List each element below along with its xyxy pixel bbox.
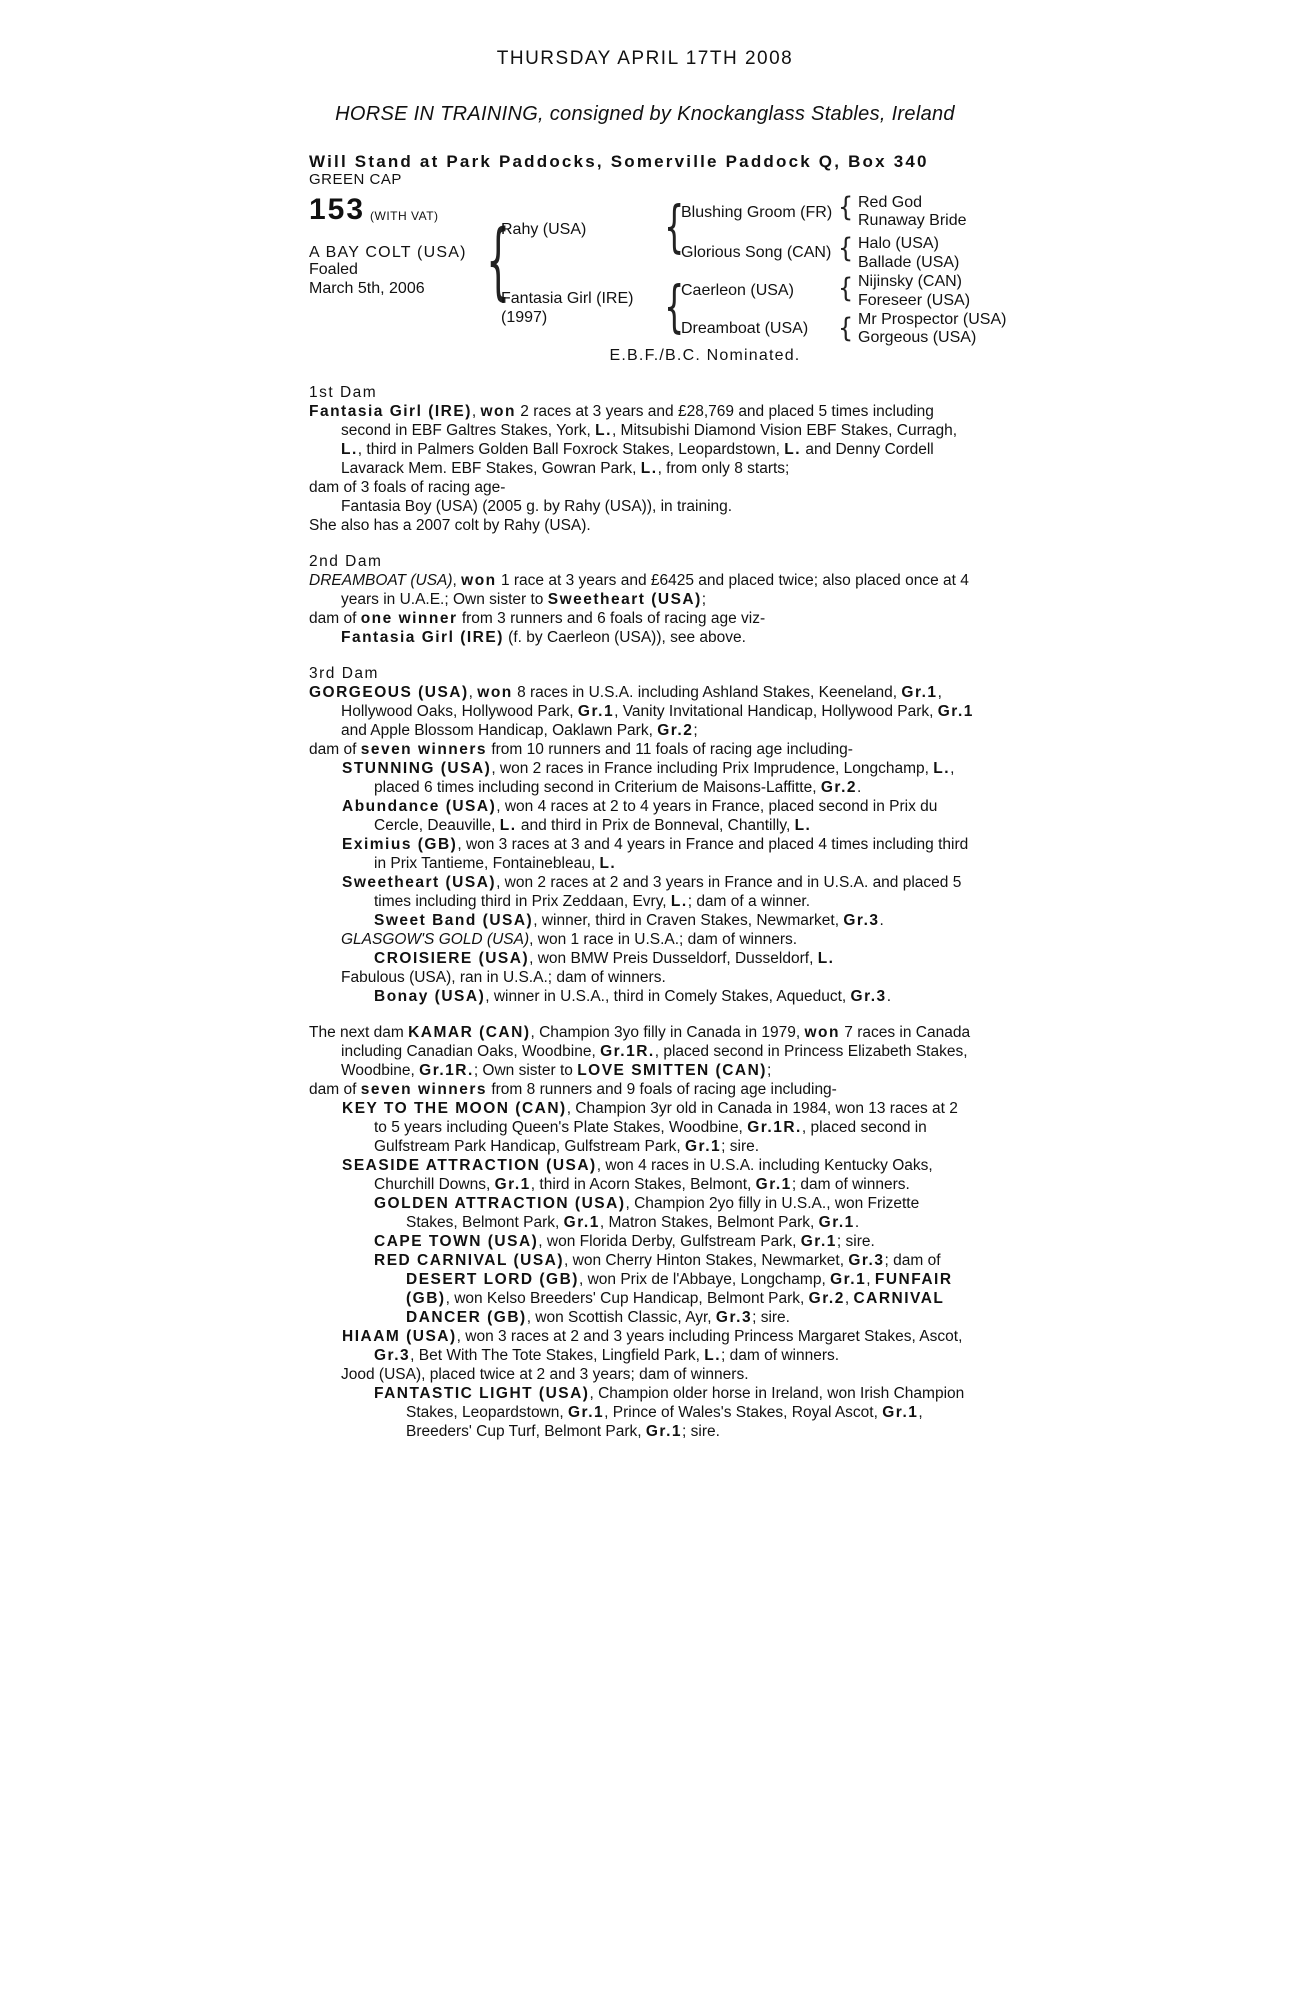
pedigree-paragraph [309, 968, 974, 987]
pedigree-ggp: Foreseer (USA) [858, 292, 971, 309]
text-run: , Champion 2yo filly in U.S.A., won Frizette Stakes, Belmont Park, [406, 1195, 920, 1231]
bold-text: CROISIERE (USA) [374, 950, 530, 967]
pedigree-sire: Rahy (USA) [501, 221, 587, 238]
bold-text: GOLDEN ATTRACTION (USA) [374, 1195, 626, 1212]
pedigree-paragraph [309, 683, 974, 740]
bold-text: Gr.1R. [419, 1062, 474, 1079]
text-run: ; sire. [836, 1233, 875, 1250]
text-run: dam of [309, 741, 361, 758]
brace-ggp-2: { [838, 232, 854, 264]
text-run: , Prince of Wales's Stakes, Royal Ascot, [604, 1404, 883, 1421]
pedigree-paragraph [309, 835, 974, 873]
section-heading: 2nd Dam [309, 553, 383, 570]
bold-text: FANTASTIC LIGHT (USA) [374, 1385, 590, 1402]
text-run: Jood (USA), placed twice at 2 and 3 years; dam of winners. [341, 1366, 749, 1383]
bold-text: Gr.1 [901, 684, 938, 701]
text-run: from 3 runners and 6 foals of racing age viz- [457, 610, 766, 627]
text-run: . [879, 912, 884, 929]
text-run: 8 races in U.S.A. including Ashland Stakes, Keeneland, [512, 684, 902, 701]
section-heading: 1st Dam [309, 384, 378, 401]
bold-text: Gr.1 [563, 1214, 600, 1231]
text-run: , from only 8 starts; [657, 460, 790, 477]
text-run: , Vanity Invitational Handicap, Hollywood Park, [614, 703, 938, 720]
bold-text: GORGEOUS (USA) [309, 684, 469, 701]
pedigree-paragraph [309, 797, 974, 835]
pedigree-paragraph [309, 740, 974, 759]
pedigree-paragraph [309, 949, 974, 968]
text-run: , won 3 races at 2 and 3 years including Princess Margaret Stakes, Ascot, [456, 1328, 963, 1345]
bold-text: one winner [360, 610, 458, 627]
pedigree-paragraph [309, 1327, 974, 1365]
text-run: ; dam of [884, 1252, 941, 1269]
text-run: , Bet With The Tote Stakes, Lingfield Park, [410, 1347, 705, 1364]
text-run: She also has a 2007 colt by Rahy (USA). [309, 517, 591, 534]
text-run: , [471, 403, 481, 420]
lot-number: 153 [309, 193, 366, 226]
text-run: . [854, 1214, 860, 1231]
text-run: , Breeders' Cup Turf, Belmont Park, [406, 1404, 923, 1440]
bold-text: L. [499, 817, 517, 834]
pedigree-paragraph [309, 1194, 974, 1232]
text-run: ; dam of a winner. [687, 893, 811, 910]
text-run: , won Kelso Breeders' Cup Handicap, Belmont Park, [445, 1290, 809, 1307]
pedigree-paragraph [309, 1232, 974, 1251]
italic-text: GLASGOW'S GOLD (USA) [341, 931, 530, 948]
text-run: , Matron Stakes, Belmont Park, [599, 1214, 819, 1231]
bold-text: Gr.1 [830, 1271, 867, 1288]
text-run: , won BMW Preis Dusseldorf, Dusseldorf, [529, 950, 818, 967]
text-run: 2 races at 3 years and £28,769 and placed 5 times including second in EBF Galtres Stakes, York, [341, 403, 934, 439]
bold-text: STUNNING (USA) [342, 760, 492, 777]
bold-text: KAMAR (CAN) [408, 1024, 531, 1041]
text-run: dam of [309, 1081, 361, 1098]
text-run: , placed second in Gulfstream Park Handicap, Gulfstream Park, [374, 1119, 927, 1155]
bold-text: Gr.1 [818, 1214, 855, 1231]
pedigree-paragraph [309, 873, 974, 911]
bold-text: Gr.2 [657, 722, 694, 739]
bold-text: Gr.1R. [600, 1043, 655, 1060]
text-run: Fantasia Boy (USA) (2005 g. by Rahy (USA)), in training. [341, 498, 733, 515]
bold-text: Sweetheart (USA) [342, 874, 497, 891]
text-run: , Champion 3yo filly in Canada in 1979, [530, 1024, 805, 1041]
bold-text: Sweetheart (USA) [547, 591, 702, 608]
bold-text: Eximius (GB) [342, 836, 458, 853]
bold-text: Gr.1 [577, 703, 615, 720]
pedigree-paragraph [309, 930, 974, 949]
pedigree-paragraph [309, 571, 974, 609]
text-run: ; dam of winners. [721, 1347, 840, 1364]
bold-text: RED CARNIVAL (USA) [374, 1252, 565, 1269]
bold-text: Sweet Band (USA) [374, 912, 534, 929]
pedigree-paragraph [309, 609, 974, 628]
pedigree-paragraph [309, 516, 974, 535]
bold-text: FUNFAIR (GB) [406, 1271, 953, 1307]
bold-text: SEASIDE ATTRACTION (USA) [342, 1157, 597, 1174]
cap-colour: GREEN CAP [309, 171, 402, 188]
text-run: ; sire. [682, 1423, 720, 1440]
vat-note: (WITH VAT) [370, 209, 439, 223]
text-run: and Apple Blossom Handicap, Oaklawn Park, [341, 722, 658, 739]
text-run: , placed 6 times including second in Criterium de Maisons-Laffitte, [374, 760, 955, 796]
bold-text: L. [704, 1347, 722, 1364]
text-run: , [844, 1290, 854, 1307]
bold-text: L. [933, 760, 951, 777]
pedigree-ggp: Halo (USA) [858, 235, 939, 252]
text-run: ; [693, 722, 698, 739]
bold-text: L. [341, 441, 358, 458]
brace-sire: { [486, 212, 511, 310]
bold-text: Gr.3 [850, 988, 887, 1005]
text-run: , Champion 3yr old in Canada in 1984, won 13 races at 2 to 5 years including Queen's Plate Stakes, Woodbine, [374, 1100, 958, 1136]
pedigree-paragraph [309, 911, 974, 930]
text-run: . [857, 779, 862, 796]
bold-text: L. [794, 817, 812, 834]
text-run: and Denny Cordell Lavarack Mem. EBF Stakes, Gowran Park, [341, 441, 934, 477]
bold-text: DESERT LORD (GB) [406, 1271, 579, 1288]
text-run: ; Own sister to [473, 1062, 578, 1079]
dam-section [309, 552, 974, 647]
dam-section [309, 383, 974, 535]
bold-text: L. [817, 950, 835, 967]
bold-text: L. [595, 422, 612, 439]
bold-text: won [480, 403, 516, 420]
text-run: dam of [309, 610, 361, 627]
text-run: The next dam [309, 1024, 409, 1041]
pedigree-paragraph [309, 1099, 974, 1156]
text-run: and third in Prix de Bonneval, Chantilly, [516, 817, 795, 834]
pedigree-paragraph [309, 1251, 974, 1327]
bold-text: Gr.1 [882, 1404, 919, 1421]
pedigree-dam: Fantasia Girl (IRE) [501, 290, 634, 307]
horse-description: A BAY COLT (USA) [309, 244, 467, 261]
text-run: 1 race at 3 years and £6425 and placed twice; also placed once at 4 years in U.A.E.; Own sister to [341, 572, 969, 608]
text-run: dam of 3 foals of racing age- [309, 479, 506, 496]
pedigree-dam-dam: Dreamboat (USA) [681, 320, 809, 337]
bold-text: Gr.1 [568, 1404, 605, 1421]
text-run: , won 1 race in U.S.A.; dam of winners. [529, 931, 798, 948]
bold-text: Gr.1R. [747, 1119, 802, 1136]
pedigree-sire-sire: Blushing Groom (FR) [681, 204, 833, 221]
pedigree-paragraph [309, 1365, 974, 1384]
bold-text: L. [640, 460, 658, 477]
bold-text: Bonay (USA) [374, 988, 486, 1005]
bold-text: Gr.2 [808, 1290, 845, 1307]
bold-text: Gr.1 [494, 1176, 531, 1193]
text-run: , won Cherry Hinton Stakes, Newmarket, [564, 1252, 849, 1269]
bold-text: won [477, 684, 513, 701]
brace-ggp-4: { [838, 312, 854, 344]
pedigree-ggp: Mr Prospector (USA) [858, 311, 1007, 328]
bold-text: Gr.2 [820, 779, 858, 796]
consignment-line: HORSE IN TRAINING, consigned by Knockanglass Stables, Ireland [335, 103, 955, 125]
text-run: , won 2 races in France including Prix Imprudence, Longchamp, [491, 760, 934, 777]
nominations: E.B.F./B.C. Nominated. [609, 347, 801, 364]
bold-text: Gr.1 [800, 1233, 837, 1250]
pedigree-ggp: Gorgeous (USA) [858, 329, 977, 346]
text-run: , won Florida Derby, Gulfstream Park, [538, 1233, 801, 1250]
text-run: , Hollywood Oaks, Hollywood Park, [341, 684, 942, 720]
text-run: 7 races in Canada including Canadian Oaks, Woodbine, [341, 1024, 971, 1060]
text-run: , won Prix de l'Abbaye, Longchamp, [578, 1271, 831, 1288]
pedigree-ggp: Red God [858, 194, 923, 211]
text-run: ; dam of winners. [791, 1176, 910, 1193]
text-run: , won 3 races at 3 and 4 years in France and placed 4 times including third in Prix Tantieme, Fontainebleau, [374, 836, 969, 872]
bold-text: Gr.1 [937, 703, 974, 720]
text-run: from 8 runners and 9 foals of racing age including- [487, 1081, 837, 1098]
text-run: , [468, 684, 478, 701]
pedigree-paragraph [309, 987, 974, 1006]
pedigree-dam-sire: Caerleon (USA) [681, 282, 794, 299]
text-run: ; [766, 1062, 772, 1079]
foaled-label: Foaled [309, 261, 358, 278]
brace-ggp-3: { [838, 272, 854, 304]
bold-text: Gr.3 [848, 1252, 885, 1269]
text-run: Fabulous (USA), ran in U.S.A.; dam of winners. [341, 969, 666, 986]
pedigree-paragraph [309, 1023, 974, 1080]
text-run: , [866, 1271, 875, 1288]
text-run: , third in Acorn Stakes, Belmont, [530, 1176, 756, 1193]
text-run: , winner, third in Craven Stakes, Newmarket, [533, 912, 844, 929]
bold-text: HIAAM (USA) [342, 1328, 457, 1345]
text-run: , third in Palmers Golden Ball Foxrock Stakes, Leopardstown, [357, 441, 785, 458]
section-heading: 3rd Dam [309, 665, 379, 682]
text-run: ; sire. [752, 1309, 790, 1326]
bold-text: L. [784, 441, 802, 458]
bold-text: won [461, 572, 497, 589]
stand-location: Will Stand at Park Paddocks, Somerville Paddock Q, Box 340 [309, 152, 929, 171]
bold-text: won [804, 1024, 840, 1041]
bold-text: Gr.1 [645, 1423, 683, 1440]
bold-text: Gr.1 [755, 1176, 792, 1193]
text-run: ; sire. [721, 1138, 760, 1155]
text-run: , placed second in Princess Elizabeth Stakes, Woodbine, [341, 1043, 968, 1079]
text-run: . [886, 988, 891, 1005]
bold-text: CARNIVAL DANCER (GB) [406, 1290, 945, 1326]
brace-sire-parents: { [664, 192, 685, 260]
text-run: , won 4 races in U.S.A. including Kentucky Oaks, Churchill Downs, [374, 1157, 933, 1193]
bold-text: Fantasia Girl (IRE) [309, 403, 472, 420]
text-run: , winner in U.S.A., third in Comely Stakes, Aqueduct, [485, 988, 851, 1005]
pedigree-paragraph [309, 478, 974, 497]
pedigree-paragraph [309, 1384, 974, 1441]
italic-text: DREAMBOAT (USA) [309, 572, 453, 589]
bold-text: Fantasia Girl (IRE) [341, 629, 504, 646]
bold-text: Abundance (USA) [342, 798, 497, 815]
pedigree-paragraph [309, 497, 974, 516]
bold-text: seven winners [360, 741, 488, 758]
pedigree-sire-dam: Glorious Song (CAN) [681, 244, 832, 261]
pedigree-paragraph [309, 1080, 974, 1099]
pedigree-paragraph [309, 628, 974, 647]
text-run: , won 4 races at 2 to 4 years in France, placed second in Prix du Cercle, Deauville, [374, 798, 938, 834]
text-run: , [452, 572, 462, 589]
pedigree-ggp: Nijinsky (CAN) [858, 273, 962, 290]
pedigree-paragraph [309, 1156, 974, 1194]
brace-ggp-1: { [838, 191, 854, 223]
pedigree-notes [309, 383, 974, 1441]
bold-text: Gr.1 [684, 1138, 722, 1155]
pedigree-ggp: Runaway Bride [858, 212, 967, 229]
pedigree-dam-year: (1997) [501, 309, 548, 326]
pedigree-ggp: Ballade (USA) [858, 254, 960, 271]
bold-text: Gr.3 [374, 1347, 411, 1364]
sale-date: THURSDAY APRIL 17TH 2008 [496, 48, 794, 69]
pedigree-paragraph [309, 759, 974, 797]
bold-text: Gr.3 [715, 1309, 753, 1326]
dam-section [309, 664, 974, 1006]
text-run: from 10 runners and 11 foals of racing age including- [487, 741, 853, 758]
text-run: (f. by Caerleon (USA)), see above. [503, 629, 746, 646]
bold-text: CAPE TOWN (USA) [374, 1233, 539, 1250]
bold-text: LOVE SMITTEN (CAN) [577, 1062, 767, 1079]
text-run: , Mitsubishi Diamond Vision EBF Stakes, Curragh, [611, 422, 958, 439]
bold-text: seven winners [360, 1081, 488, 1098]
text-run: , won Scottish Classic, Ayr, [526, 1309, 716, 1326]
dam-section [309, 1023, 974, 1441]
bold-text: L. [670, 893, 688, 910]
bold-text: L. [599, 855, 617, 872]
pedigree-paragraph [309, 402, 974, 478]
text-run: , won 2 races at 2 and 3 years in France and in U.S.A. and placed 5 times including third in Prix Zeddaan, Evry, [374, 874, 962, 910]
bold-text: KEY TO THE MOON (CAN) [342, 1100, 567, 1117]
text-run: ; [701, 591, 707, 608]
brace-dam-parents: { [664, 272, 685, 340]
foaled-date: March 5th, 2006 [309, 280, 425, 297]
bold-text: Gr.3 [843, 912, 880, 929]
text-run: , Champion older horse in Ireland, won Irish Champion Stakes, Leopardstown, [406, 1385, 965, 1421]
